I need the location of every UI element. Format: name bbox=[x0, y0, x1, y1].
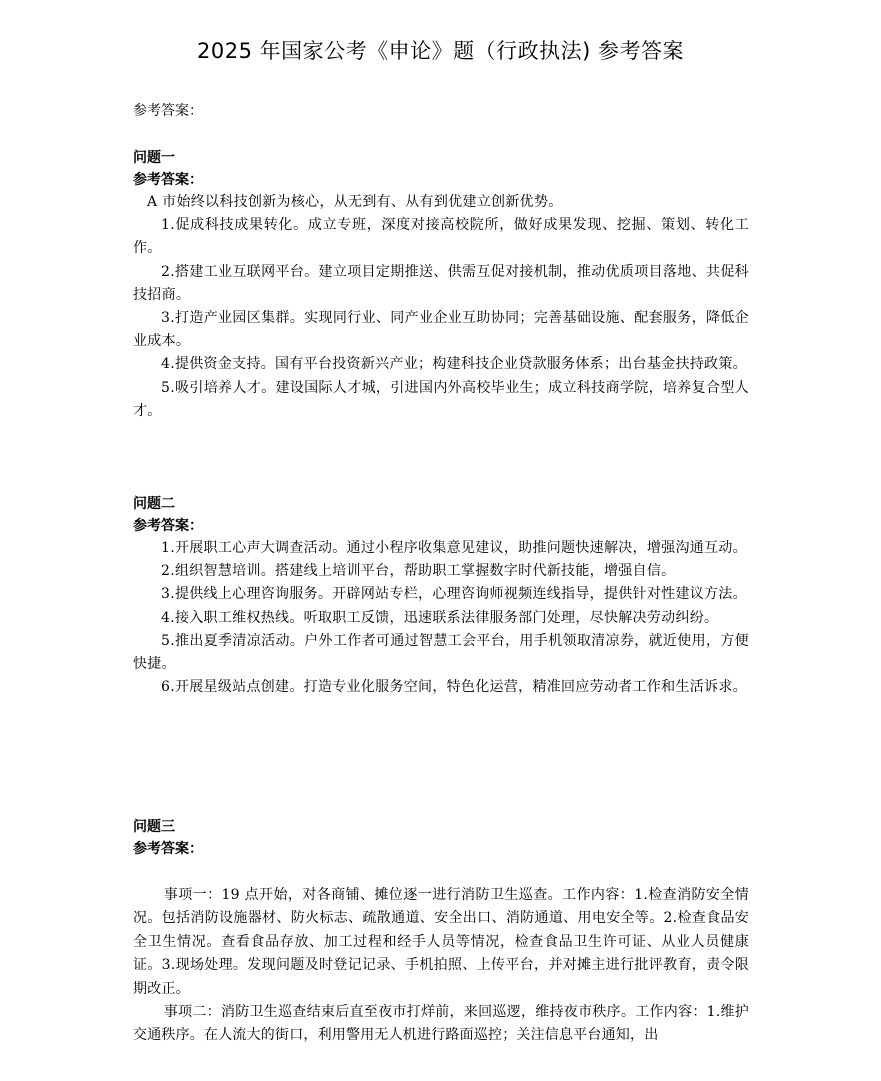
section-question-2 bbox=[133, 493, 749, 699]
answer-paragraph: 3.打造产业园区集群。实现同行业、同产业企业互助协同；完善基础设施、配套服务，降低企业成本。 bbox=[133, 310, 749, 350]
answer-paragraph: 事项一：19 点开始，对各商铺、摊位逐一进行消防卫生巡查。工作内容：1.检查消防安全情况。包括消防设施器材、防火标志、疏散通道、安全出口、消防通道、用电安全等。2.检查食品安全卫生情况。查看食品存放、加工过程和经手人员等情况，检查食品卫生许可证、从业人员健康证。3.现场处理。发现问题及时登记记录、手机拍照、上传平台，并对摊主进行批评教育，责令限期改正。 bbox=[133, 887, 749, 997]
answer-paragraph: 5.吸引培养人才。建设国际人才城，引进国内外高校毕业生；成立科技商学院，培养复合型人才。 bbox=[133, 379, 749, 419]
answer-paragraph: 1.促成科技成果转化。成立专班，深度对接高校院所，做好成果发现、挖掘、策划、转化工作。 bbox=[133, 217, 749, 257]
answer-label: 参考答案： bbox=[133, 518, 203, 534]
answer-label: 参考答案： bbox=[133, 841, 203, 857]
document-title: 2025 年国家公考《申论》题（行政执法) 参考答案 bbox=[197, 39, 684, 63]
answer-paragraph: 2.组织智慧培训。搭建线上培训平台，帮助职工掌握数字时代新技能，增强自信。 bbox=[161, 563, 676, 580]
answer-paragraph: 2.搭建工业互联网平台。建立项目定期推送、供需互促对接机制，推动优质项目落地、共促科技招商。 bbox=[133, 263, 749, 303]
answer-paragraph: 4.接入职工维权热线。听取职工反馈，迅速联系法律服务部门处理，尽快解决劳动纠纷。 bbox=[161, 609, 719, 626]
question-heading: 问题一 bbox=[133, 150, 175, 166]
answer-label: 参考答案： bbox=[133, 172, 203, 188]
answer-paragraph: 4.提供资金支持。国有平台投资新兴产业；构建科技企业贷款服务体系；出台基金扶持政策。 bbox=[161, 356, 747, 373]
intro-answer-label: 参考答案： bbox=[133, 103, 203, 119]
answer-paragraph: A 市始终以科技创新为核心，从无到有、从有到优建立创新优势。 bbox=[147, 194, 563, 210]
question-heading: 问题二 bbox=[133, 496, 175, 512]
answer-paragraph: 3.提供线上心理咨询服务。开辟网站专栏，心理咨询师视频连线指导，提供针对性建议方法。 bbox=[161, 586, 747, 603]
answer-paragraph: 1.开展职工心声大调查活动。通过小程序收集意见建议，助推问题快速解决，增强沟通互动。 bbox=[161, 540, 747, 556]
answer-paragraph: 6.开展星级站点创建。打造专业化服务空间，特色化运营，精准回应劳动者工作和生活诉求。 bbox=[161, 679, 747, 696]
answer-paragraph: 事项二：消防卫生巡查结束后直至夜市打烊前，来回巡逻，维持夜市秩序。工作内容：1.维护交通秩序。在人流大的街口，利用警用无人机进行路面巡控；关注信息平台通知，出 bbox=[133, 1004, 749, 1044]
section-question-1 bbox=[133, 147, 749, 423]
spacer bbox=[133, 860, 749, 884]
section-question-3 bbox=[133, 816, 749, 1048]
answer-paragraph: 5.推出夏季清凉活动。户外工作者可通过智慧工会平台，用手机领取清凉券，就近使用，方便快捷。 bbox=[133, 632, 749, 673]
question-heading: 问题三 bbox=[133, 819, 175, 835]
